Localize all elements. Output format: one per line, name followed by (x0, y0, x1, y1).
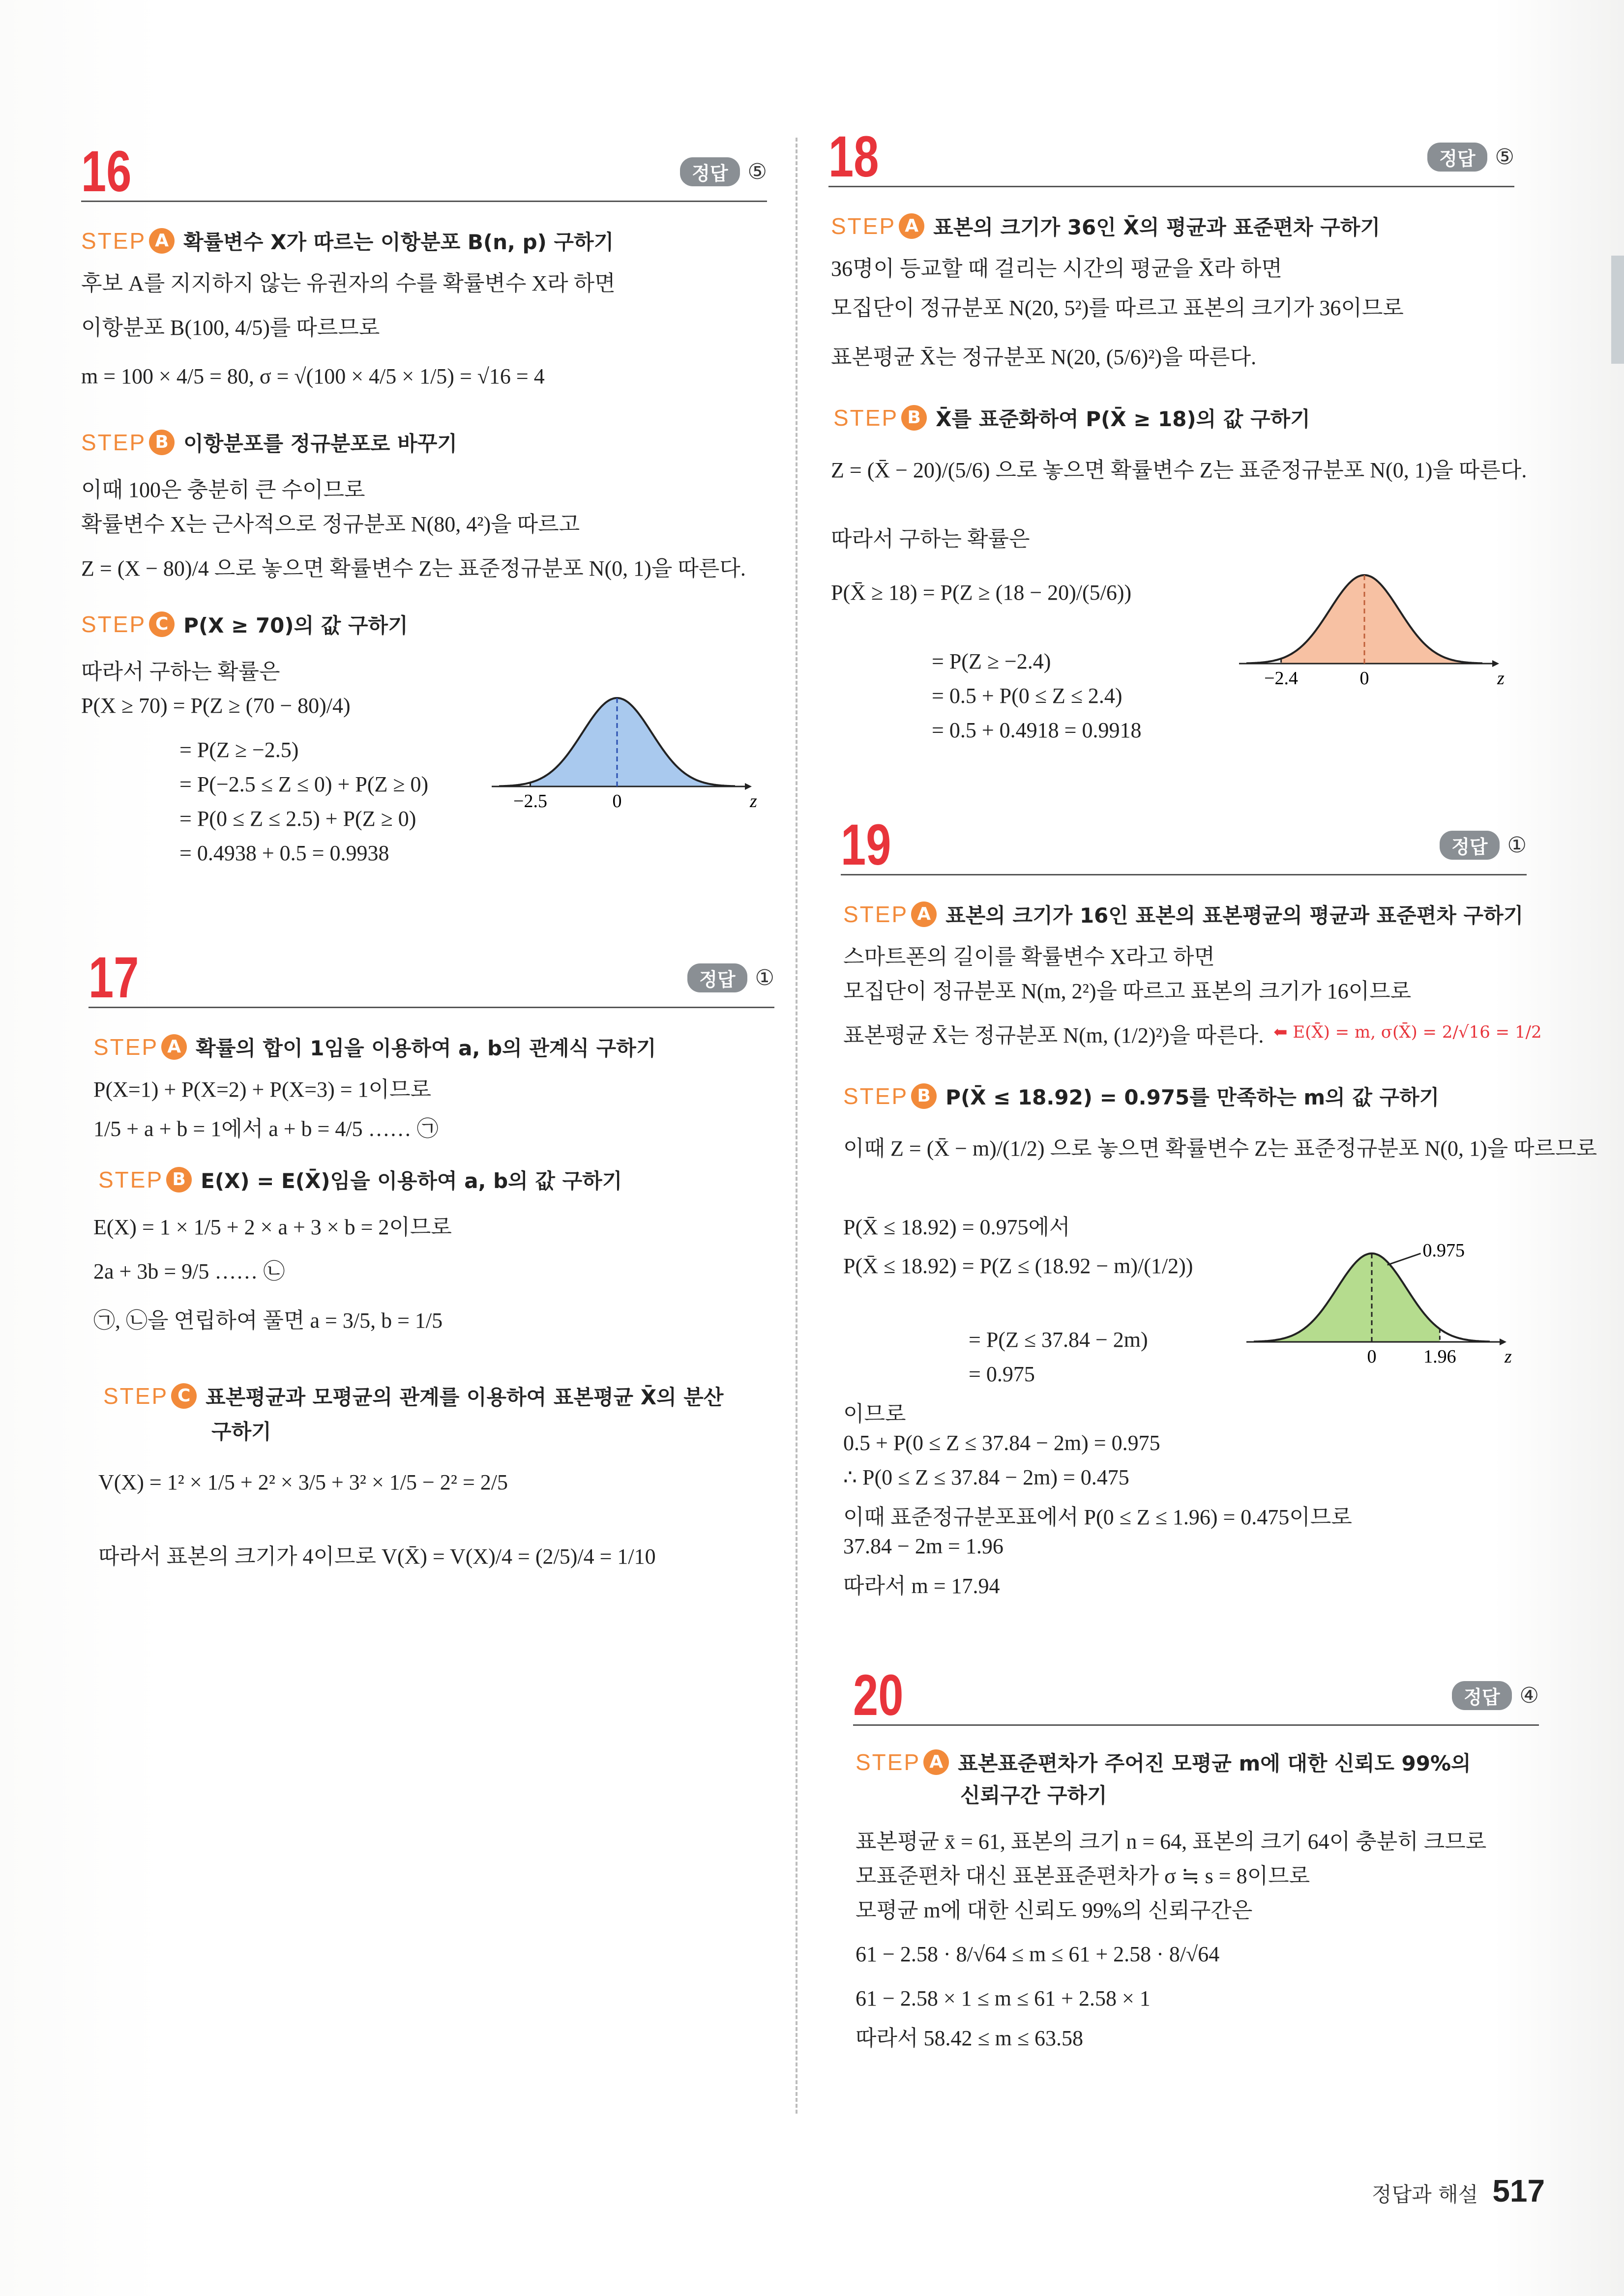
text-line: 표본평균 x̄ = 61, 표본의 크기 n = 64, 표본의 크기 64이 충분히 크므로 (856, 1830, 1487, 1854)
text-line: 모평균 m에 대한 신뢰도 99%의 신뢰구간은 (856, 1898, 1253, 1922)
step-letter: B (901, 405, 927, 431)
step-b (843, 1081, 1439, 1111)
step-a (93, 1032, 656, 1062)
text-line: E(X) = 1 × 1/5 + 2 × a + 3 × b = 2이므로 (93, 1215, 452, 1239)
text-line: 36명이 등교할 때 걸리는 시간의 평균을 X̄라 하면 (831, 257, 1282, 281)
normal-curve-chart (489, 683, 765, 811)
axis-arrow (745, 783, 752, 790)
answer (1440, 831, 1527, 860)
tick-label-left: −2.4 (1264, 668, 1299, 688)
step-title: 확률변수 X가 따르는 이항분포 B(n, p) 구하기 (183, 230, 614, 254)
step-label: STEP (93, 1034, 159, 1060)
step-label: STEP (843, 901, 909, 927)
text-line: = P(0 ≤ Z ≤ 2.5) + P(Z ≥ 0) (179, 807, 416, 831)
area-label: 0.975 (1422, 1240, 1465, 1261)
step-a (81, 226, 614, 256)
answer-badge: 정답 (1440, 831, 1499, 860)
step-label: STEP (81, 430, 147, 455)
step-title: 확률의 합이 1임을 이용하여 a, b의 관계식 구하기 (196, 1036, 656, 1060)
text-line: 모집단이 정규분포 N(20, 5²)를 따르고 표본의 크기가 36이므로 (831, 296, 1404, 320)
answer-badge: 정답 (687, 963, 747, 992)
step-title: 표본평균과 모평균의 관계를 이용하여 표본평균 X̄의 분산 (206, 1385, 724, 1409)
step-title: 표본의 크기가 16인 표본의 표본평균의 평균과 표준편차 구하기 (945, 903, 1524, 928)
header-rule (89, 1007, 774, 1008)
text-line: = 0.4938 + 0.5 = 0.9938 (179, 841, 389, 865)
step-b (81, 428, 457, 457)
answer (687, 963, 774, 992)
step-letter: A (149, 228, 175, 254)
answer-value: ⑤ (747, 159, 767, 184)
text-line: 1/5 + a + b = 1에서 a + b = 4/5 …… ㉠ (93, 1117, 439, 1141)
shaded-area (1281, 575, 1482, 664)
step-c (81, 610, 408, 639)
text-line: P(X ≥ 70) = P(Z ≥ (70 − 80)/4) (81, 694, 351, 718)
tick-label-zero: 0 (1359, 668, 1369, 688)
text-line: 37.84 − 2m = 1.96 (843, 1534, 1004, 1558)
answer-value: ① (755, 965, 774, 990)
problem-number: 18 (828, 124, 879, 189)
normal-curve-chart (1244, 1239, 1529, 1366)
step-a (843, 900, 1523, 929)
step-title: 표본표준편차가 주어진 모평균 m에 대한 신뢰도 99%의 (958, 1751, 1471, 1775)
text-line: 0.5 + P(0 ≤ Z ≤ 37.84 − 2m) = 0.975 (843, 1431, 1160, 1455)
step-letter: B (149, 430, 175, 455)
label-leader-line (1388, 1253, 1421, 1265)
text-line: ㉠, ㉡을 연립하여 풀면 a = 3/5, b = 1/5 (93, 1308, 443, 1333)
answer-value: ⑤ (1495, 145, 1514, 170)
step-letter: B (166, 1167, 192, 1192)
step-title-continued: 신뢰구간 구하기 (960, 1783, 1107, 1807)
text-line: 스마트폰의 길이를 확률변수 X라고 하면 (843, 945, 1215, 969)
step-letter: B (911, 1083, 937, 1109)
text-line: 이항분포 B(100, 4/5)를 따르므로 (81, 316, 380, 340)
text-line: = 0.5 + 0.4918 = 0.9918 (932, 718, 1142, 742)
step-title: 표본의 크기가 36인 X̄의 평균과 표준편차 구하기 (933, 215, 1381, 239)
text-line: 이때 Z = (X̄ − m)/(1/2) 으로 놓으면 확률변수 Z는 표준정규분포 N(0, 1)을 따르므로 (843, 1136, 1597, 1161)
text-line: m = 100 × 4/5 = 80, σ = √(100 × 4/5 × 1/5) = √16 = 4 (81, 364, 545, 388)
text-line: 이므로 (843, 1402, 906, 1426)
step-title: P(X̄ ≤ 18.92) = 0.975를 만족하는 m의 값 구하기 (945, 1085, 1440, 1109)
text-line: 따라서 구하는 확률은 (831, 527, 1030, 551)
text-line: 따라서 m = 17.94 (843, 1574, 1000, 1598)
text-line: 따라서 표본의 크기가 4이므로 V(X̄) = V(X)/4 = (2/5)/4 = 1/10 (98, 1544, 656, 1569)
header-rule (841, 874, 1527, 875)
step-letter: C (149, 611, 175, 637)
tick-label-zero: 0 (612, 791, 622, 811)
step-title: E(X) = E(X̄)임을 이용하여 a, b의 값 구하기 (201, 1169, 622, 1193)
column-divider (796, 138, 797, 2114)
answer (680, 157, 767, 186)
answer-value: ① (1507, 833, 1527, 858)
tick-label-left: −2.5 (513, 791, 547, 811)
text-line: Z = (X − 80)/4 으로 놓으면 확률변수 Z는 표준정규분포 N(0, 1)을 따른다. (81, 556, 746, 581)
answer-badge: 정답 (1452, 1681, 1511, 1710)
text-line: P(X̄ ≤ 18.92) = P(Z ≤ (18.92 − m)/(1/2)) (843, 1254, 1193, 1278)
answer (1452, 1681, 1539, 1710)
step-label: STEP (843, 1083, 909, 1109)
text-line: P(X̄ ≥ 18) = P(Z ≥ (18 − 20)/(5/6)) (831, 581, 1132, 605)
axis-arrow (1500, 1338, 1506, 1345)
step-label: STEP (81, 611, 147, 637)
page-number: 517 (1492, 2173, 1545, 2209)
text-line: 따라서 58.42 ≤ m ≤ 63.58 (856, 2026, 1084, 2050)
axis-label-z: z (750, 791, 757, 811)
problem-number: 19 (841, 813, 891, 877)
text-line: = 0.5 + P(0 ≤ Z ≤ 2.4) (932, 684, 1122, 708)
step-letter: A (899, 213, 924, 239)
text-line: = 0.975 (969, 1362, 1035, 1386)
step-letter: A (911, 901, 937, 927)
step-label: STEP (98, 1167, 164, 1192)
problem-number: 16 (81, 139, 132, 204)
step-c (103, 1381, 723, 1411)
header-rule (81, 201, 767, 202)
tick-label-zero: 0 (1367, 1346, 1377, 1366)
text-line: 따라서 구하는 확률은 (81, 660, 280, 684)
text-line: 2a + 3b = 9/5 …… ㉡ (93, 1259, 285, 1283)
tick-label-right: 1.96 (1423, 1346, 1456, 1366)
step-letter: A (923, 1749, 949, 1775)
text-line: 확률변수 X는 근사적으로 정규분포 N(80, 4²)을 따르고 (81, 512, 580, 536)
answer-badge: 정답 (1427, 143, 1487, 172)
normal-curve-chart (1237, 560, 1512, 688)
header-rule (828, 186, 1514, 187)
text-line: P(X=1) + P(X=2) + P(X=3) = 1이므로 (93, 1077, 432, 1102)
step-label: STEP (833, 405, 899, 431)
step-label: STEP (103, 1383, 169, 1409)
step-a (831, 211, 1380, 241)
footer-section-title: 정답과 해설 (1372, 2182, 1478, 2207)
shaded-area (531, 698, 736, 786)
step-title-continued: 구하기 (211, 1420, 271, 1444)
text-line: = P(Z ≥ −2.5) (179, 738, 299, 762)
text-line: P(X̄ ≤ 18.92) = 0.975에서 (843, 1215, 1070, 1239)
step-title: P(X ≥ 70)의 값 구하기 (183, 613, 408, 638)
axis-arrow (1492, 660, 1499, 667)
step-title: 이항분포를 정규분포로 바꾸기 (183, 432, 457, 456)
text-line: 61 − 2.58 × 1 ≤ m ≤ 61 + 2.58 × 1 (856, 1986, 1151, 2010)
text-line: 모표준편차 대신 표본표준편차가 σ ≒ s = 8이므로 (856, 1864, 1310, 1888)
text-line: Z = (X̄ − 20)/(5/6) 으로 놓으면 확률변수 Z는 표준정규분포 N(0, 1)을 따른다. (831, 458, 1527, 482)
step-letter: A (161, 1034, 187, 1060)
problem-number: 20 (853, 1663, 904, 1728)
step-label: STEP (856, 1749, 921, 1775)
answer (1427, 143, 1514, 172)
text-line: V(X) = 1² × 1/5 + 2² × 3/5 + 3² × 1/5 − 2² = 2/5 (98, 1470, 508, 1494)
step-title: X̄를 표준화하여 P(X̄ ≥ 18)의 값 구하기 (936, 407, 1310, 431)
text-line: = P(Z ≤ 37.84 − 2m) (969, 1328, 1148, 1352)
answer-badge: 정답 (680, 157, 739, 186)
text-line: 61 − 2.58 · 8/√64 ≤ m ≤ 61 + 2.58 · 8/√64 (856, 1942, 1220, 1966)
text-line: 표본평균 X̄는 정규분포 N(m, (1/2)²)을 따른다. (843, 1023, 1264, 1047)
header-rule (853, 1724, 1539, 1726)
answer-value: ④ (1519, 1683, 1539, 1708)
page-footer (1372, 2173, 1545, 2209)
step-letter: C (171, 1383, 197, 1409)
problem-number: 17 (89, 945, 139, 1010)
step-label: STEP (831, 213, 896, 239)
side-note: ⬅ E(X̄) = m, σ(X̄) = 2/√16 = 1/2 (1273, 1022, 1542, 1042)
step-label: STEP (81, 228, 147, 254)
text-line: = P(Z ≥ −2.4) (932, 649, 1051, 673)
text-line: ∴ P(0 ≤ Z ≤ 37.84 − 2m) = 0.475 (843, 1465, 1129, 1489)
step-a (856, 1747, 1471, 1777)
text-line: 이때 100은 충분히 큰 수이므로 (81, 478, 365, 502)
step-b (98, 1165, 622, 1194)
text-line: = P(−2.5 ≤ Z ≤ 0) + P(Z ≥ 0) (179, 772, 429, 796)
page-edge-tab (1611, 256, 1624, 364)
axis-label-z: z (1497, 668, 1505, 688)
text-line: 표본평균 X̄는 정규분포 N(20, (5/6)²)을 따른다. (831, 345, 1257, 369)
text-line: 후보 A를 지지하지 않는 유권자의 수를 확률변수 X라 하면 (81, 271, 616, 295)
text-line: 이때 표준정규분포표에서 P(0 ≤ Z ≤ 1.96) = 0.475이므로 (843, 1505, 1352, 1529)
axis-label-z: z (1505, 1346, 1512, 1366)
step-b (833, 403, 1310, 433)
text-line: 모집단이 정규분포 N(m, 2²)을 따르고 표본의 크기가 16이므로 (843, 979, 1412, 1003)
